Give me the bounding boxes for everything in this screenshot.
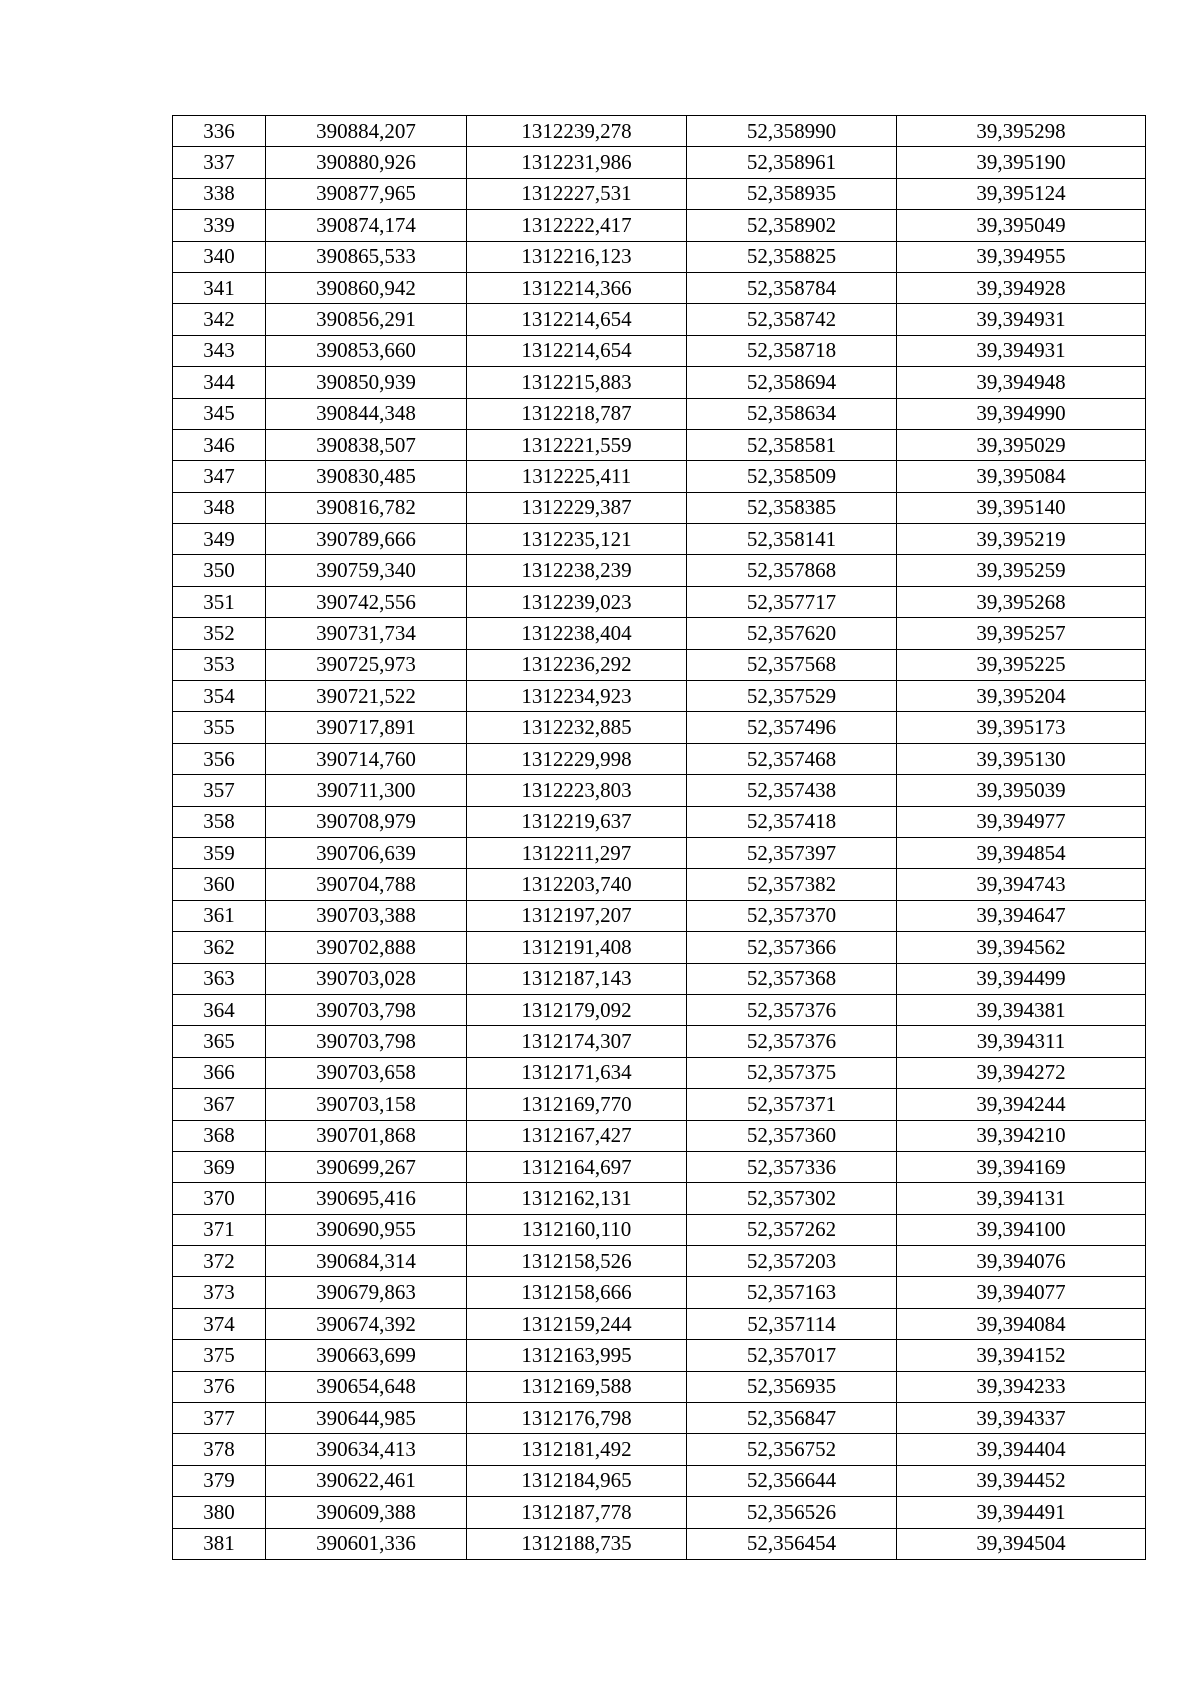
latitude-cell: 52,357376 [687, 1026, 897, 1057]
longitude-cell: 39,394743 [897, 869, 1146, 900]
x-coordinate-cell: 390850,939 [266, 367, 467, 398]
y-coordinate-cell: 1312229,998 [467, 743, 687, 774]
x-coordinate-cell: 390877,965 [266, 178, 467, 209]
longitude-cell: 39,394955 [897, 241, 1146, 272]
table-row [173, 461, 1146, 492]
x-coordinate-cell: 390644,985 [266, 1403, 467, 1434]
y-coordinate-cell: 1312179,092 [467, 994, 687, 1025]
x-coordinate-cell: 390856,291 [266, 304, 467, 335]
longitude-cell: 39,394491 [897, 1497, 1146, 1528]
y-coordinate-cell: 1312181,492 [467, 1434, 687, 1465]
x-coordinate-cell: 390725,973 [266, 649, 467, 680]
latitude-cell: 52,358990 [687, 116, 897, 147]
point-number-cell: 355 [173, 712, 266, 743]
latitude-cell: 52,358141 [687, 524, 897, 555]
table-row [173, 1057, 1146, 1088]
latitude-cell: 52,357468 [687, 743, 897, 774]
coordinates-table [172, 115, 1146, 1560]
latitude-cell: 52,356935 [687, 1371, 897, 1402]
latitude-cell: 52,357366 [687, 932, 897, 963]
table-row [173, 555, 1146, 586]
y-coordinate-cell: 1312184,965 [467, 1465, 687, 1496]
point-number-cell: 379 [173, 1465, 266, 1496]
x-coordinate-cell: 390711,300 [266, 775, 467, 806]
y-coordinate-cell: 1312169,588 [467, 1371, 687, 1402]
longitude-cell: 39,394931 [897, 335, 1146, 366]
table-row [173, 1246, 1146, 1277]
y-coordinate-cell: 1312158,526 [467, 1246, 687, 1277]
longitude-cell: 39,394084 [897, 1308, 1146, 1339]
latitude-cell: 52,357382 [687, 869, 897, 900]
x-coordinate-cell: 390704,788 [266, 869, 467, 900]
table-row [173, 147, 1146, 178]
x-coordinate-cell: 390609,388 [266, 1497, 467, 1528]
longitude-cell: 39,395130 [897, 743, 1146, 774]
latitude-cell: 52,357302 [687, 1183, 897, 1214]
y-coordinate-cell: 1312203,740 [467, 869, 687, 900]
longitude-cell: 39,394077 [897, 1277, 1146, 1308]
latitude-cell: 52,357568 [687, 649, 897, 680]
y-coordinate-cell: 1312216,123 [467, 241, 687, 272]
table-row [173, 775, 1146, 806]
y-coordinate-cell: 1312221,559 [467, 429, 687, 460]
point-number-cell: 338 [173, 178, 266, 209]
point-number-cell: 359 [173, 837, 266, 868]
longitude-cell: 39,395140 [897, 492, 1146, 523]
y-coordinate-cell: 1312169,770 [467, 1089, 687, 1120]
longitude-cell: 39,395219 [897, 524, 1146, 555]
table-row [173, 272, 1146, 303]
longitude-cell: 39,394311 [897, 1026, 1146, 1057]
longitude-cell: 39,394854 [897, 837, 1146, 868]
x-coordinate-cell: 390714,760 [266, 743, 467, 774]
table-row [173, 1183, 1146, 1214]
longitude-cell: 39,395039 [897, 775, 1146, 806]
longitude-cell: 39,394404 [897, 1434, 1146, 1465]
table-row [173, 649, 1146, 680]
y-coordinate-cell: 1312239,023 [467, 586, 687, 617]
latitude-cell: 52,358935 [687, 178, 897, 209]
y-coordinate-cell: 1312164,697 [467, 1151, 687, 1182]
x-coordinate-cell: 390880,926 [266, 147, 467, 178]
y-coordinate-cell: 1312162,131 [467, 1183, 687, 1214]
x-coordinate-cell: 390816,782 [266, 492, 467, 523]
x-coordinate-cell: 390690,955 [266, 1214, 467, 1245]
point-number-cell: 372 [173, 1246, 266, 1277]
latitude-cell: 52,356644 [687, 1465, 897, 1496]
latitude-cell: 52,357397 [687, 837, 897, 868]
longitude-cell: 39,395204 [897, 681, 1146, 712]
longitude-cell: 39,394948 [897, 367, 1146, 398]
y-coordinate-cell: 1312163,995 [467, 1340, 687, 1371]
y-coordinate-cell: 1312214,654 [467, 335, 687, 366]
latitude-cell: 52,357375 [687, 1057, 897, 1088]
table-row [173, 241, 1146, 272]
x-coordinate-cell: 390830,485 [266, 461, 467, 492]
point-number-cell: 357 [173, 775, 266, 806]
y-coordinate-cell: 1312211,297 [467, 837, 687, 868]
table-row [173, 1465, 1146, 1496]
x-coordinate-cell: 390622,461 [266, 1465, 467, 1496]
longitude-cell: 39,395298 [897, 116, 1146, 147]
latitude-cell: 52,358581 [687, 429, 897, 460]
latitude-cell: 52,357376 [687, 994, 897, 1025]
table-row [173, 586, 1146, 617]
x-coordinate-cell: 390874,174 [266, 210, 467, 241]
table-row [173, 963, 1146, 994]
point-number-cell: 362 [173, 932, 266, 963]
point-number-cell: 339 [173, 210, 266, 241]
x-coordinate-cell: 390703,658 [266, 1057, 467, 1088]
x-coordinate-cell: 390708,979 [266, 806, 467, 837]
longitude-cell: 39,394131 [897, 1183, 1146, 1214]
y-coordinate-cell: 1312167,427 [467, 1120, 687, 1151]
point-number-cell: 378 [173, 1434, 266, 1465]
point-number-cell: 337 [173, 147, 266, 178]
x-coordinate-cell: 390702,888 [266, 932, 467, 963]
longitude-cell: 39,394499 [897, 963, 1146, 994]
latitude-cell: 52,357017 [687, 1340, 897, 1371]
longitude-cell: 39,394381 [897, 994, 1146, 1025]
longitude-cell: 39,394233 [897, 1371, 1146, 1402]
x-coordinate-cell: 390703,388 [266, 900, 467, 931]
table-row [173, 210, 1146, 241]
x-coordinate-cell: 390703,028 [266, 963, 467, 994]
x-coordinate-cell: 390838,507 [266, 429, 467, 460]
point-number-cell: 349 [173, 524, 266, 555]
latitude-cell: 52,356752 [687, 1434, 897, 1465]
longitude-cell: 39,395259 [897, 555, 1146, 586]
table-row [173, 335, 1146, 366]
y-coordinate-cell: 1312222,417 [467, 210, 687, 241]
table-row [173, 1277, 1146, 1308]
point-number-cell: 373 [173, 1277, 266, 1308]
y-coordinate-cell: 1312160,110 [467, 1214, 687, 1245]
y-coordinate-cell: 1312236,292 [467, 649, 687, 680]
latitude-cell: 52,357163 [687, 1277, 897, 1308]
table-row [173, 712, 1146, 743]
table-row [173, 743, 1146, 774]
table-row [173, 304, 1146, 335]
point-number-cell: 350 [173, 555, 266, 586]
table-row [173, 806, 1146, 837]
x-coordinate-cell: 390695,416 [266, 1183, 467, 1214]
latitude-cell: 52,358634 [687, 398, 897, 429]
table-row [173, 398, 1146, 429]
point-number-cell: 356 [173, 743, 266, 774]
table-row [173, 1026, 1146, 1057]
x-coordinate-cell: 390717,891 [266, 712, 467, 743]
longitude-cell: 39,394931 [897, 304, 1146, 335]
longitude-cell: 39,394210 [897, 1120, 1146, 1151]
coordinates-table-body [173, 116, 1146, 1560]
table-row [173, 1340, 1146, 1371]
y-coordinate-cell: 1312197,207 [467, 900, 687, 931]
longitude-cell: 39,394928 [897, 272, 1146, 303]
latitude-cell: 52,357262 [687, 1214, 897, 1245]
y-coordinate-cell: 1312229,387 [467, 492, 687, 523]
table-row [173, 932, 1146, 963]
y-coordinate-cell: 1312231,986 [467, 147, 687, 178]
latitude-cell: 52,357418 [687, 806, 897, 837]
y-coordinate-cell: 1312232,885 [467, 712, 687, 743]
latitude-cell: 52,357114 [687, 1308, 897, 1339]
point-number-cell: 358 [173, 806, 266, 837]
latitude-cell: 52,358961 [687, 147, 897, 178]
x-coordinate-cell: 390679,863 [266, 1277, 467, 1308]
table-row [173, 618, 1146, 649]
longitude-cell: 39,394647 [897, 900, 1146, 931]
point-number-cell: 381 [173, 1528, 266, 1559]
point-number-cell: 345 [173, 398, 266, 429]
latitude-cell: 52,357336 [687, 1151, 897, 1182]
latitude-cell: 52,356526 [687, 1497, 897, 1528]
latitude-cell: 52,357496 [687, 712, 897, 743]
y-coordinate-cell: 1312218,787 [467, 398, 687, 429]
point-number-cell: 342 [173, 304, 266, 335]
table-row [173, 1089, 1146, 1120]
longitude-cell: 39,395049 [897, 210, 1146, 241]
longitude-cell: 39,394169 [897, 1151, 1146, 1182]
x-coordinate-cell: 390634,413 [266, 1434, 467, 1465]
x-coordinate-cell: 390703,158 [266, 1089, 467, 1120]
latitude-cell: 52,357620 [687, 618, 897, 649]
table-row [173, 1371, 1146, 1402]
x-coordinate-cell: 390860,942 [266, 272, 467, 303]
latitude-cell: 52,357529 [687, 681, 897, 712]
x-coordinate-cell: 390844,348 [266, 398, 467, 429]
longitude-cell: 39,394452 [897, 1465, 1146, 1496]
y-coordinate-cell: 1312158,666 [467, 1277, 687, 1308]
longitude-cell: 39,395190 [897, 147, 1146, 178]
x-coordinate-cell: 390884,207 [266, 116, 467, 147]
latitude-cell: 52,357203 [687, 1246, 897, 1277]
latitude-cell: 52,358902 [687, 210, 897, 241]
y-coordinate-cell: 1312214,654 [467, 304, 687, 335]
x-coordinate-cell: 390853,660 [266, 335, 467, 366]
x-coordinate-cell: 390703,798 [266, 994, 467, 1025]
x-coordinate-cell: 390654,648 [266, 1371, 467, 1402]
point-number-cell: 380 [173, 1497, 266, 1528]
table-row [173, 1497, 1146, 1528]
longitude-cell: 39,394272 [897, 1057, 1146, 1088]
longitude-cell: 39,395173 [897, 712, 1146, 743]
y-coordinate-cell: 1312188,735 [467, 1528, 687, 1559]
x-coordinate-cell: 390701,868 [266, 1120, 467, 1151]
table-row [173, 681, 1146, 712]
longitude-cell: 39,395268 [897, 586, 1146, 617]
table-row [173, 429, 1146, 460]
point-number-cell: 336 [173, 116, 266, 147]
table-row [173, 1151, 1146, 1182]
x-coordinate-cell: 390865,533 [266, 241, 467, 272]
table-row [173, 492, 1146, 523]
y-coordinate-cell: 1312214,366 [467, 272, 687, 303]
latitude-cell: 52,357438 [687, 775, 897, 806]
latitude-cell: 52,357368 [687, 963, 897, 994]
point-number-cell: 343 [173, 335, 266, 366]
point-number-cell: 361 [173, 900, 266, 931]
longitude-cell: 39,394244 [897, 1089, 1146, 1120]
y-coordinate-cell: 1312159,244 [467, 1308, 687, 1339]
latitude-cell: 52,356454 [687, 1528, 897, 1559]
point-number-cell: 375 [173, 1340, 266, 1371]
table-row [173, 1434, 1146, 1465]
point-number-cell: 363 [173, 963, 266, 994]
point-number-cell: 365 [173, 1026, 266, 1057]
table-row [173, 178, 1146, 209]
x-coordinate-cell: 390674,392 [266, 1308, 467, 1339]
y-coordinate-cell: 1312215,883 [467, 367, 687, 398]
point-number-cell: 377 [173, 1403, 266, 1434]
point-number-cell: 366 [173, 1057, 266, 1088]
x-coordinate-cell: 390699,267 [266, 1151, 467, 1182]
table-row [173, 994, 1146, 1025]
table-row [173, 116, 1146, 147]
point-number-cell: 369 [173, 1151, 266, 1182]
point-number-cell: 367 [173, 1089, 266, 1120]
latitude-cell: 52,358694 [687, 367, 897, 398]
x-coordinate-cell: 390789,666 [266, 524, 467, 555]
point-number-cell: 354 [173, 681, 266, 712]
point-number-cell: 368 [173, 1120, 266, 1151]
point-number-cell: 370 [173, 1183, 266, 1214]
latitude-cell: 52,358718 [687, 335, 897, 366]
table-row [173, 367, 1146, 398]
point-number-cell: 348 [173, 492, 266, 523]
table-row [173, 1120, 1146, 1151]
latitude-cell: 52,357371 [687, 1089, 897, 1120]
y-coordinate-cell: 1312219,637 [467, 806, 687, 837]
y-coordinate-cell: 1312225,411 [467, 461, 687, 492]
point-number-cell: 374 [173, 1308, 266, 1339]
point-number-cell: 341 [173, 272, 266, 303]
x-coordinate-cell: 390721,522 [266, 681, 467, 712]
longitude-cell: 39,394562 [897, 932, 1146, 963]
y-coordinate-cell: 1312234,923 [467, 681, 687, 712]
table-row [173, 1403, 1146, 1434]
y-coordinate-cell: 1312171,634 [467, 1057, 687, 1088]
latitude-cell: 52,358385 [687, 492, 897, 523]
x-coordinate-cell: 390703,798 [266, 1026, 467, 1057]
longitude-cell: 39,394100 [897, 1214, 1146, 1245]
longitude-cell: 39,394152 [897, 1340, 1146, 1371]
latitude-cell: 52,358784 [687, 272, 897, 303]
point-number-cell: 347 [173, 461, 266, 492]
longitude-cell: 39,394504 [897, 1528, 1146, 1559]
y-coordinate-cell: 1312235,121 [467, 524, 687, 555]
longitude-cell: 39,394990 [897, 398, 1146, 429]
y-coordinate-cell: 1312227,531 [467, 178, 687, 209]
point-number-cell: 344 [173, 367, 266, 398]
longitude-cell: 39,394076 [897, 1246, 1146, 1277]
y-coordinate-cell: 1312239,278 [467, 116, 687, 147]
point-number-cell: 352 [173, 618, 266, 649]
table-row [173, 869, 1146, 900]
longitude-cell: 39,394977 [897, 806, 1146, 837]
longitude-cell: 39,395225 [897, 649, 1146, 680]
point-number-cell: 376 [173, 1371, 266, 1402]
longitude-cell: 39,395084 [897, 461, 1146, 492]
point-number-cell: 353 [173, 649, 266, 680]
table-row [173, 524, 1146, 555]
longitude-cell: 39,395029 [897, 429, 1146, 460]
point-number-cell: 360 [173, 869, 266, 900]
latitude-cell: 52,358825 [687, 241, 897, 272]
latitude-cell: 52,358509 [687, 461, 897, 492]
longitude-cell: 39,395257 [897, 618, 1146, 649]
point-number-cell: 351 [173, 586, 266, 617]
latitude-cell: 52,356847 [687, 1403, 897, 1434]
point-number-cell: 364 [173, 994, 266, 1025]
table-row [173, 837, 1146, 868]
longitude-cell: 39,394337 [897, 1403, 1146, 1434]
x-coordinate-cell: 390684,314 [266, 1246, 467, 1277]
x-coordinate-cell: 390742,556 [266, 586, 467, 617]
y-coordinate-cell: 1312187,778 [467, 1497, 687, 1528]
latitude-cell: 52,358742 [687, 304, 897, 335]
x-coordinate-cell: 390601,336 [266, 1528, 467, 1559]
x-coordinate-cell: 390706,639 [266, 837, 467, 868]
table-row [173, 1528, 1146, 1559]
y-coordinate-cell: 1312187,143 [467, 963, 687, 994]
table-row [173, 1308, 1146, 1339]
y-coordinate-cell: 1312191,408 [467, 932, 687, 963]
point-number-cell: 346 [173, 429, 266, 460]
y-coordinate-cell: 1312238,404 [467, 618, 687, 649]
latitude-cell: 52,357360 [687, 1120, 897, 1151]
y-coordinate-cell: 1312238,239 [467, 555, 687, 586]
y-coordinate-cell: 1312174,307 [467, 1026, 687, 1057]
longitude-cell: 39,395124 [897, 178, 1146, 209]
point-number-cell: 371 [173, 1214, 266, 1245]
x-coordinate-cell: 390663,699 [266, 1340, 467, 1371]
table-row [173, 1214, 1146, 1245]
table-row [173, 900, 1146, 931]
latitude-cell: 52,357868 [687, 555, 897, 586]
x-coordinate-cell: 390759,340 [266, 555, 467, 586]
latitude-cell: 52,357717 [687, 586, 897, 617]
y-coordinate-cell: 1312223,803 [467, 775, 687, 806]
latitude-cell: 52,357370 [687, 900, 897, 931]
y-coordinate-cell: 1312176,798 [467, 1403, 687, 1434]
point-number-cell: 340 [173, 241, 266, 272]
x-coordinate-cell: 390731,734 [266, 618, 467, 649]
